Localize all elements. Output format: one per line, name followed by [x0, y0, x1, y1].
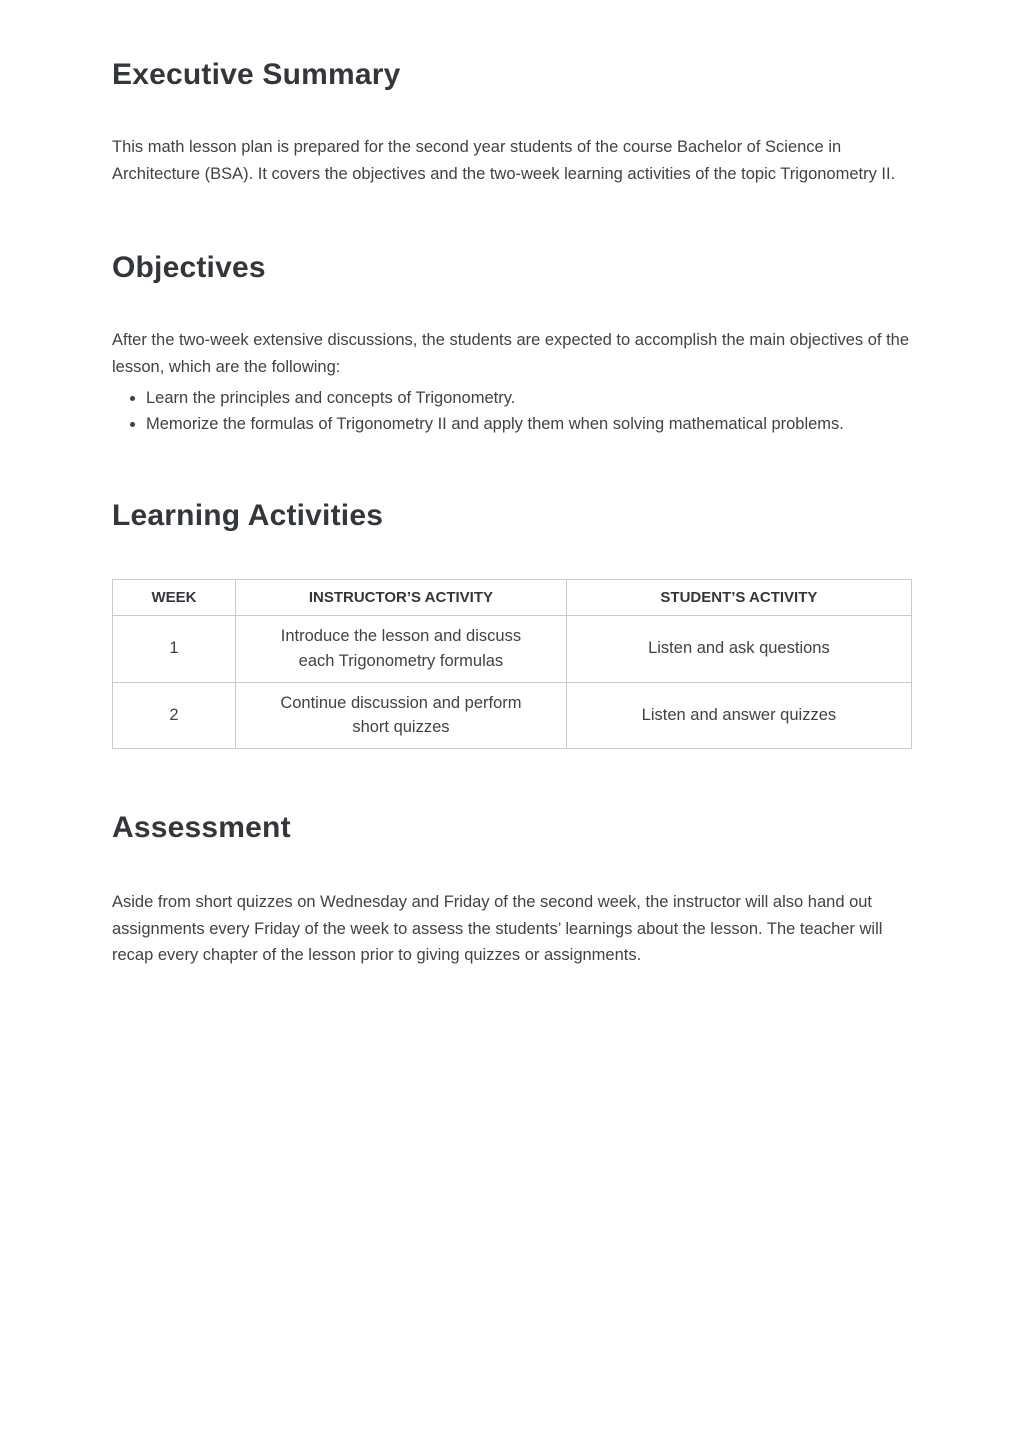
cell-instructor-activity: Introduce the lesson and discuss each Trigonometry formulas [236, 616, 567, 683]
objectives-intro: After the two-week extensive discussions, the students are expected to accomplish the main objectives of the lesson, which are the following: [112, 331, 910, 377]
section-executive-summary [112, 58, 912, 187]
activities-table [112, 579, 912, 749]
objective-item: • Learn the principles and concepts of Trigonometry. [146, 385, 912, 411]
section-assessment [112, 811, 912, 969]
objectives-title: Objectives [112, 251, 266, 285]
table-header-row [113, 580, 912, 616]
executive-summary-body: This math lesson plan is prepared for the second year students of the course Bachelor of Science in Architecture (BSA). It covers the objectives and the two-week learning activities of the topic Trigonometry II. [112, 138, 896, 183]
column-header-week: WEEK [113, 580, 236, 616]
cell-week: 2 [113, 682, 236, 749]
cell-instructor-activity: Continue discussion and perform short quizzes [236, 682, 567, 749]
cell-student-activity: Listen and answer quizzes [566, 682, 911, 749]
section-objectives [112, 251, 912, 437]
objective-item: • Memorize the formulas of Trigonometry II and apply them when solving mathematical problems. [146, 411, 912, 437]
cell-week: 1 [113, 616, 236, 683]
assessment-body: Aside from short quizzes on Wednesday and Friday of the second week, the instructor will also hand out assignments every Friday of the week to assess the students’ learnings about the lesson. The teacher will recap every chapter of the lesson prior to giving quizzes or assignments. [112, 893, 883, 965]
learning-activities-title: Learning Activities [112, 499, 384, 532]
column-header-student-activity: STUDENT’S ACTIVITY [566, 580, 911, 616]
section-learning-activities [112, 499, 912, 749]
executive-summary-title: Executive Summary [112, 58, 401, 91]
objectives-list [112, 385, 912, 437]
table-row [113, 616, 912, 683]
assessment-title: Assessment [112, 811, 291, 844]
table-row [113, 682, 912, 749]
cell-student-activity: Listen and ask questions [566, 616, 911, 683]
column-header-instructor-activity: INSTRUCTOR’S ACTIVITY [236, 580, 567, 616]
